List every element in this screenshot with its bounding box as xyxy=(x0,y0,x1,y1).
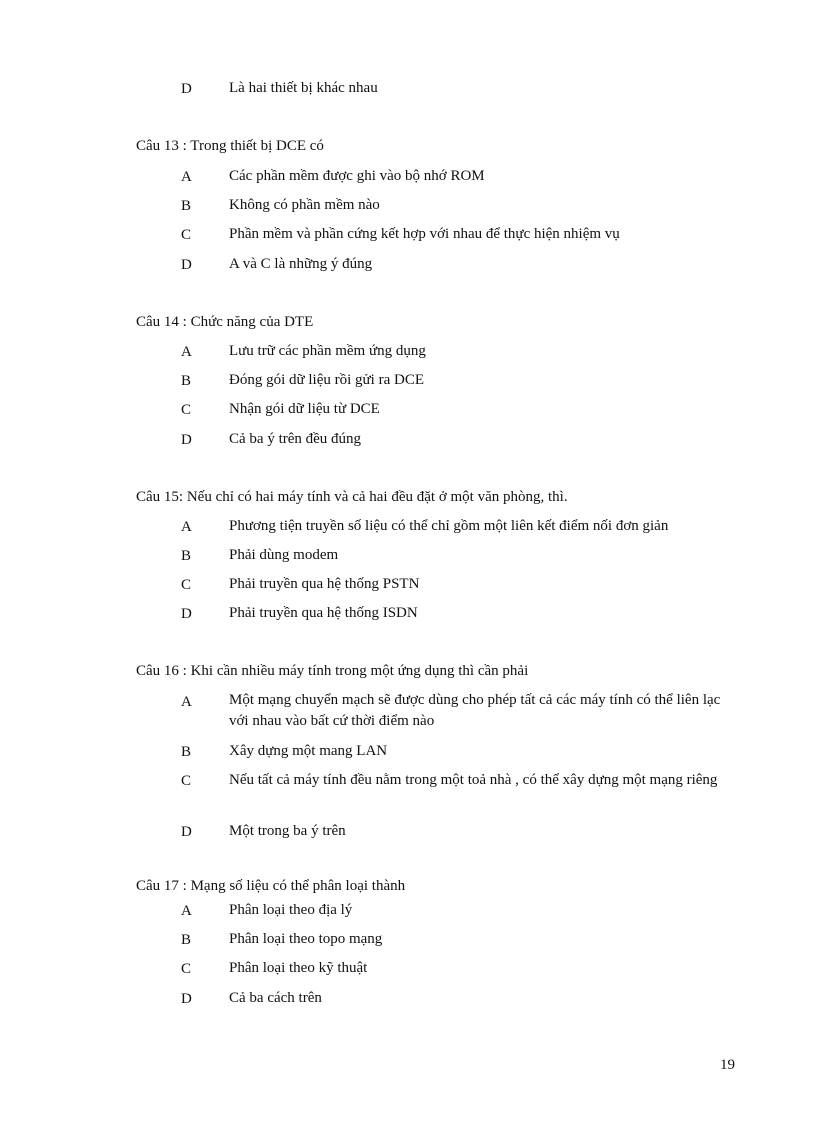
option-text: Phân loại theo topo mạng xyxy=(229,931,383,947)
option-letter: D xyxy=(181,81,192,97)
option-letter: A xyxy=(181,519,192,535)
option-text: Một trong ba ý trên xyxy=(229,823,346,839)
option-letter: B xyxy=(181,198,192,214)
option-letter: A xyxy=(181,344,192,360)
option-text: Không có phần mềm nào xyxy=(229,197,380,213)
option-letter: D xyxy=(181,991,192,1007)
option-text: Phải truyền qua hệ thống PSTN xyxy=(229,576,420,592)
option-text: Đóng gói dữ liệu rồi gửi ra DCE xyxy=(229,372,424,388)
option-letter: B xyxy=(181,744,192,760)
option-letter: C xyxy=(181,402,192,418)
option-letter: C xyxy=(181,961,192,977)
option-letter: D xyxy=(181,257,192,273)
option-text: Phải truyền qua hệ thống ISDN xyxy=(229,605,418,621)
option-letter: D xyxy=(181,606,192,622)
option-letter: A xyxy=(181,169,192,185)
option-text: Cả ba ý trên đều đúng xyxy=(229,431,362,447)
option-text: Các phần mềm được ghi vào bộ nhớ ROM xyxy=(229,168,485,184)
option-text: Nếu tất cả máy tính đều nằm trong một toả nhà , có thể xây dựng một mạng riêng xyxy=(229,772,718,788)
option-letter: A xyxy=(181,903,192,919)
option-text: Là hai thiết bị khác nhau xyxy=(229,80,378,96)
option-text: Phương tiện truyền số liệu có thể chỉ gồm một liên kết điểm nối đơn giản xyxy=(229,518,669,534)
question-title: Câu 17 : Mạng số liệu có thể phân loại thành xyxy=(136,878,406,894)
option-text: Phân loại theo địa lý xyxy=(229,902,353,918)
option-text: Phải dùng modem xyxy=(229,547,339,563)
question-title: Câu 14 : Chức năng của DTE xyxy=(136,314,314,330)
option-text: Lưu trữ các phần mềm ứng dụng xyxy=(229,343,426,359)
option-letter: B xyxy=(181,373,192,389)
option-letter: C xyxy=(181,773,192,789)
option-text: Một mạng chuyển mạch sẽ được dùng cho phép tất cả các máy tính có thể liên lạc với nhau vào bất cứ thời điểm nào xyxy=(229,692,721,729)
question-title: Câu 16 : Khi cần nhiều máy tính trong một ứng dụng thì cần phải xyxy=(136,663,529,679)
option-letter: B xyxy=(181,548,192,564)
option-text: Phân loại theo kỹ thuật xyxy=(229,960,368,976)
question-title: Câu 13 : Trong thiết bị DCE có xyxy=(136,138,324,154)
option-text: A và C là những ý đúng xyxy=(229,256,373,272)
option-letter: B xyxy=(181,932,192,948)
option-text: Xây dựng một mang LAN xyxy=(229,743,388,759)
question-title: Câu 15: Nếu chỉ có hai máy tính và cả hai đều đặt ở một văn phòng, thì. xyxy=(136,489,568,505)
option-letter: D xyxy=(181,824,192,840)
page-number: 19 xyxy=(720,1057,735,1073)
option-text: Phần mềm và phần cứng kết hợp với nhau để thực hiện nhiệm vụ xyxy=(229,226,620,242)
option-letter: C xyxy=(181,577,192,593)
option-text: Cả ba cách trên xyxy=(229,990,322,1006)
option-letter: C xyxy=(181,227,192,243)
option-letter: D xyxy=(181,432,192,448)
option-text: Nhận gói dữ liệu từ DCE xyxy=(229,401,380,417)
option-letter: A xyxy=(181,694,192,710)
